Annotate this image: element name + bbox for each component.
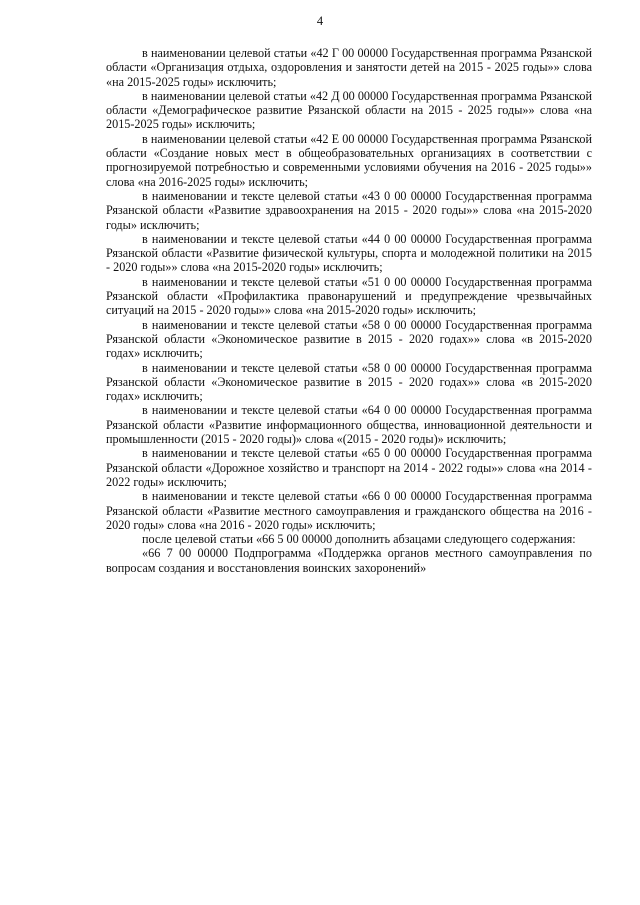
- paragraph: в наименовании и тексте целевой статьи «65 0 00 00000 Государственная программа Рязанской области «Дорожное хозяйство и транспорт на 2014 - 2022 годы»» слова «на 2014 - 2022 годы» исключить;: [106, 446, 592, 489]
- paragraph: в наименовании целевой статьи «42 Д 00 00000 Государственная программа Рязанской области «Демографическое развитие Рязанской области на 2015 - 2025 годы»» слова «на 2015-2025 годы» исключить;: [106, 88, 592, 132]
- page-number: 4: [316, 14, 324, 28]
- paragraph: в наименовании и тексте целевой статьи «44 0 00 00000 Государственная программа Рязанской области «Развитие физической культуры, спорта и молодежной политики на 2015 - 2020 годы»» слова «на 2015-2020 годы» исключить;: [106, 231, 592, 275]
- paragraph: в наименовании и тексте целевой статьи «66 0 00 00000 Государственная программа Рязанской области «Развитие местного самоуправления и гражданского общества на 2016 - 2020 годы» слова «на 2016 - 2020 годы» исключить;: [106, 489, 592, 532]
- paragraph: в наименовании целевой статьи «42 Г 00 00000 Государственная программа Рязанской области «Организация отдыха, оздоровления и занятости детей на 2015 - 2025 годы»» слова «на 2015-2025 годы» исключить;: [106, 46, 592, 89]
- paragraph: в наименовании и тексте целевой статьи «64 0 00 00000 Государственная программа Рязанской области «Развитие информационного общества, инновационной деятельности и промышленности (2015 - 2020 годы)» слова «(2015 - 2020 годы)» исключить;: [106, 403, 592, 447]
- paragraph: в наименовании и тексте целевой статьи «43 0 00 00000 Государственная программа Рязанской области «Развитие здравоохранения на 2015 - 2020 годы»» слова «на 2015-2020 годы» исключить;: [106, 188, 592, 232]
- paragraph: в наименовании и тексте целевой статьи «51 0 00 00000 Государственная программа Рязанской области «Профилактика правонарушений и предупреждение чрезвычайных ситуаций на 2015 - 2020 годы»» слова «на 2015-2020 годы» исключить;: [106, 274, 592, 318]
- paragraph: «66 7 00 00000 Подпрограмма «Поддержка органов местного самоуправления по вопросам создания и восстановления воинских захоронений»: [106, 546, 592, 575]
- paragraph: в наименовании целевой статьи «42 Е 00 00000 Государственная программа Рязанской области «Создание новых мест в общеобразовательных организациях в соответствии с прогнозируемой потребностью и современными условиями обучения на 2016 - 2025 годы»» слова «на 2016-2025 годы» исключить;: [106, 131, 592, 189]
- paragraph: в наименовании и тексте целевой статьи «58 0 00 00000 Государственная программа Рязанской области «Экономическое развитие в 2015 - 2020 годах»» слова «в 2015-2020 годах» исключить;: [106, 360, 592, 404]
- paragraph: в наименовании и тексте целевой статьи «58 0 00 00000 Государственная программа Рязанской области «Экономическое развитие в 2015 - 2020 годах»» слова «в 2015-2020 годах» исключить;: [106, 317, 592, 361]
- paragraph: после целевой статьи «66 5 00 00000 дополнить абзацами следующего содержания:: [142, 532, 576, 547]
- document-body: [106, 46, 592, 575]
